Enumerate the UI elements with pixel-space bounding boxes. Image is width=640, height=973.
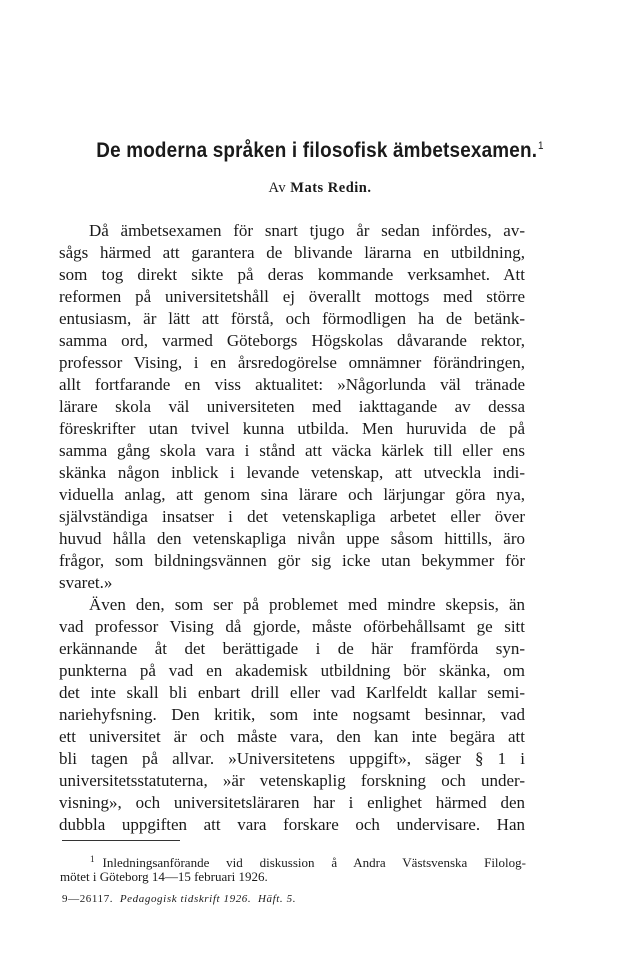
body-line: ett universitet är och måste vara, den kan inte begära att (59, 727, 525, 746)
footnote-divider (62, 840, 180, 841)
body-line: Även den, som ser på problemet med mindre skepsis, än (89, 595, 525, 614)
footnote-line: mötet i Göteborg 14—15 februari 1926. (60, 869, 268, 884)
body-line: viduella anlag, att genom sina lärare och lärjungar göra nya, (59, 485, 525, 504)
footnote-marker: 1 (90, 854, 95, 864)
author-prefix: Av (268, 180, 287, 196)
signature-journal: Pedagogisk tidskrift 1926. (119, 893, 252, 905)
body-line: erkännande åt det berättigade i de här framförda syn- (59, 639, 525, 658)
body-line: det inte skall bli enbart drill eller vad Karlfeldt kallar semi- (59, 683, 525, 702)
signature-code: 9—26117. (62, 893, 114, 905)
body-line: svaret.» (59, 573, 113, 592)
body-line: visning», och universitetsläraren har i enlighet härmed den (59, 793, 525, 812)
body-line: Då ämbetsexamen för snart tjugo år sedan infördes, av- (89, 221, 525, 240)
article-title (86, 139, 554, 163)
printer-signature (62, 893, 296, 905)
body-line: samma ord, varmed Göteborgs Högskolas dåvarande rektor, (59, 331, 525, 350)
author-byline (60, 180, 580, 197)
body-line: entusiasm, är lätt att förstå, och förmodligen ha de betänk- (59, 309, 525, 328)
body-line: universitetsstatuterna, »är vetenskaplig forskning och under- (59, 771, 525, 790)
title-text: De moderna språken i filosofisk ämbetsexamen. (96, 139, 538, 162)
body-line: huvud hålla den vetenskapliga nivån uppe såsom hittills, äro (59, 529, 525, 548)
body-line: sågs härmed att garantera de blivande lärarna en utbildning, (59, 243, 525, 262)
body-line: dubbla uppgiften att vara forskare och undervisare. Han (59, 815, 525, 834)
body-line: lärare skola väl universiteten med iakttagande av dessa (59, 397, 525, 416)
body-line: föreskrifter utan tvivel kunna utbilda. Men huruvida de på (59, 419, 525, 438)
footnote-text: Inledningsanförande vid diskussion å Andra Västsvenska Filolog- (102, 855, 526, 870)
title-footnote-marker: 1 (538, 140, 544, 152)
body-line: professor Vising, i en årsredogörelse omnämner förändringen, (59, 353, 525, 372)
author-name: Mats Redin. (290, 180, 372, 196)
body-line: reformen på universitetshåll ej överallt mottogs med större (59, 287, 525, 306)
body-line: skänka någon inblick i levande vetenskap, att utveckla indi- (59, 463, 525, 482)
body-line: punkterna på vad en akademisk utbildning bör skänka, om (59, 661, 525, 680)
signature-issue: Häft. 5. (257, 893, 297, 905)
body-line: vad professor Vising då gjorde, måste oförbehållsamt ge sitt (59, 617, 525, 636)
body-line: frågor, som bildningsvännen gör sig icke utan bekymmer för (59, 551, 525, 570)
body-line: självständiga insatser i det vetenskapliga arbetet eller över (59, 507, 525, 526)
body-line: som tog direkt sikte på deras kommande verksamhet. Att (59, 265, 525, 284)
body-line: allt fortfarande en viss aktualitet: »Någorlunda väl tränade (59, 375, 525, 394)
body-line: nariehyfsning. Den kritik, som inte nogsamt besinnar, vad (59, 705, 525, 724)
body-line: samma gång skola vara i stånd att väcka kärlek till eller ens (59, 441, 525, 460)
body-line: bli tagen på allvar. »Universitetens uppgift», säger § 1 i (59, 749, 525, 768)
